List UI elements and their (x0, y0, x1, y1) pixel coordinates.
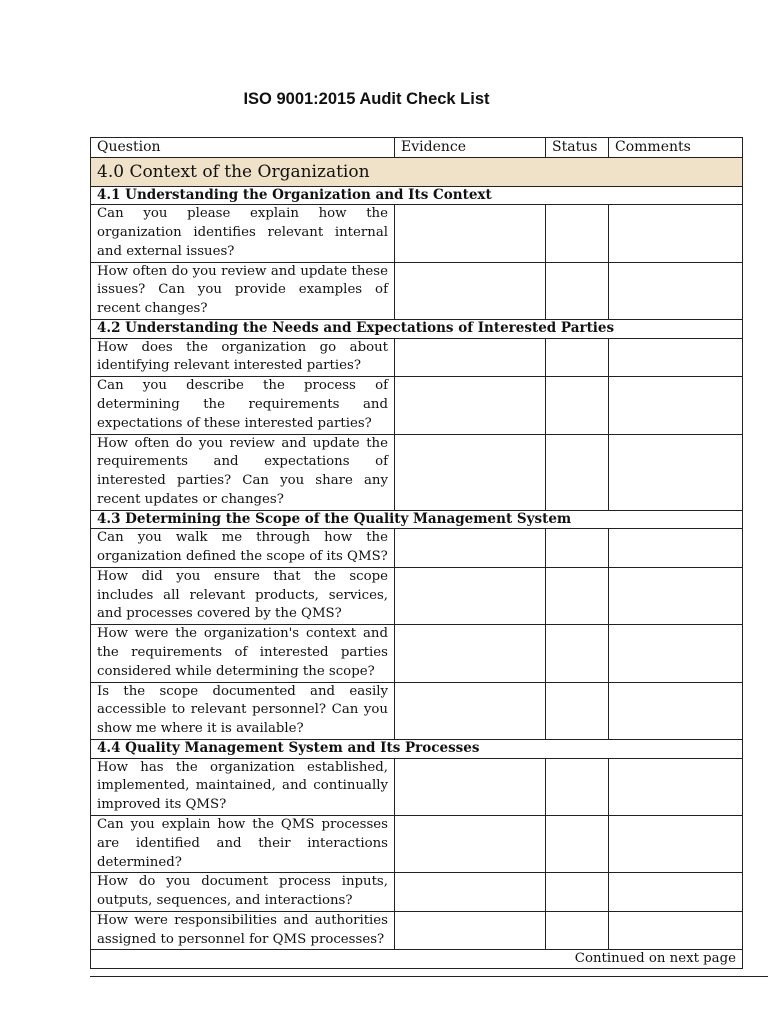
status-cell[interactable] (546, 567, 609, 624)
evidence-cell[interactable] (395, 873, 546, 912)
evidence-cell[interactable] (395, 682, 546, 739)
question-cell: How has the organization established, implemented, maintained, and continually improved its QMS? (91, 758, 395, 815)
question-row (91, 377, 743, 434)
evidence-cell[interactable] (395, 338, 546, 377)
status-cell[interactable] (546, 625, 609, 682)
comments-cell[interactable] (609, 682, 743, 739)
question-row (91, 567, 743, 624)
status-cell[interactable] (546, 911, 609, 950)
comments-cell[interactable] (609, 567, 743, 624)
question-cell: Can you explain how the QMS processes are identified and their interactions determined? (91, 815, 395, 872)
header-status: Status (546, 138, 609, 158)
question-row (91, 682, 743, 739)
comments-cell[interactable] (609, 434, 743, 510)
status-cell[interactable] (546, 682, 609, 739)
question-row (91, 338, 743, 377)
subsection-title: 4.4 Quality Management System and Its Processes (91, 740, 743, 759)
audit-checklist-table (90, 137, 743, 969)
document-title: ISO 9001:2015 Audit Check List (243, 90, 490, 108)
header-row (91, 138, 743, 158)
continued-note: Continued on next page (91, 950, 743, 969)
question-row (91, 815, 743, 872)
question-row (91, 873, 743, 912)
status-cell[interactable] (546, 205, 609, 262)
question-row (91, 911, 743, 950)
subsection-row (91, 186, 743, 205)
question-row (91, 205, 743, 262)
question-cell: Can you please explain how the organization identifies relevant internal and external issues? (91, 205, 395, 262)
status-cell[interactable] (546, 873, 609, 912)
evidence-cell[interactable] (395, 625, 546, 682)
subsection-title: 4.1 Understanding the Organization and Its Context (91, 186, 743, 205)
status-cell[interactable] (546, 262, 609, 319)
evidence-cell[interactable] (395, 529, 546, 568)
comments-cell[interactable] (609, 911, 743, 950)
question-cell: How often do you review and update the requirements and expectations of interested parties? Can you share any recent updates or changes? (91, 434, 395, 510)
comments-cell[interactable] (609, 377, 743, 434)
question-row (91, 529, 743, 568)
status-cell[interactable] (546, 758, 609, 815)
question-cell: How often do you review and update these issues? Can you provide examples of recent changes? (91, 262, 395, 319)
question-cell: Can you describe the process of determining the requirements and expectations of these interested parties? (91, 377, 395, 434)
subsection-row (91, 510, 743, 529)
question-cell: How were responsibilities and authorities assigned to personnel for QMS processes? (91, 911, 395, 950)
status-cell[interactable] (546, 338, 609, 377)
header-evidence: Evidence (395, 138, 546, 158)
status-cell[interactable] (546, 377, 609, 434)
comments-cell[interactable] (609, 758, 743, 815)
evidence-cell[interactable] (395, 815, 546, 872)
evidence-cell[interactable] (395, 205, 546, 262)
header-question: Question (91, 138, 395, 158)
evidence-cell[interactable] (395, 434, 546, 510)
evidence-cell[interactable] (395, 262, 546, 319)
question-cell: Is the scope documented and easily accessible to relevant personnel? Can you show me where it is available? (91, 682, 395, 739)
status-cell[interactable] (546, 815, 609, 872)
question-row (91, 625, 743, 682)
header-comments: Comments (609, 138, 743, 158)
question-row (91, 262, 743, 319)
question-row (91, 434, 743, 510)
comments-cell[interactable] (609, 262, 743, 319)
question-cell: Can you walk me through how the organization defined the scope of its QMS? (91, 529, 395, 568)
section-title: 4.0 Context of the Organization (91, 157, 743, 186)
comments-cell[interactable] (609, 815, 743, 872)
evidence-cell[interactable] (395, 377, 546, 434)
status-cell[interactable] (546, 529, 609, 568)
comments-cell[interactable] (609, 625, 743, 682)
comments-cell[interactable] (609, 205, 743, 262)
evidence-cell[interactable] (395, 567, 546, 624)
subsection-title: 4.2 Understanding the Needs and Expectations of Interested Parties (91, 320, 743, 339)
comments-cell[interactable] (609, 529, 743, 568)
evidence-cell[interactable] (395, 911, 546, 950)
evidence-cell[interactable] (395, 758, 546, 815)
subsection-row (91, 740, 743, 759)
subsection-title: 4.3 Determining the Scope of the Quality Management System (91, 510, 743, 529)
question-cell: How did you ensure that the scope includes all relevant products, services, and processes covered by the QMS? (91, 567, 395, 624)
comments-cell[interactable] (609, 873, 743, 912)
comments-cell[interactable] (609, 338, 743, 377)
question-cell: How do you document process inputs, outputs, sequences, and interactions? (91, 873, 395, 912)
question-cell: How does the organization go about identifying relevant interested parties? (91, 338, 395, 377)
subsection-row (91, 320, 743, 339)
section-row (91, 157, 743, 186)
page-footer-rule (90, 976, 768, 977)
question-row (91, 758, 743, 815)
status-cell[interactable] (546, 434, 609, 510)
footer-row (91, 950, 743, 969)
question-cell: How were the organization's context and the requirements of interested parties considered while determining the scope? (91, 625, 395, 682)
